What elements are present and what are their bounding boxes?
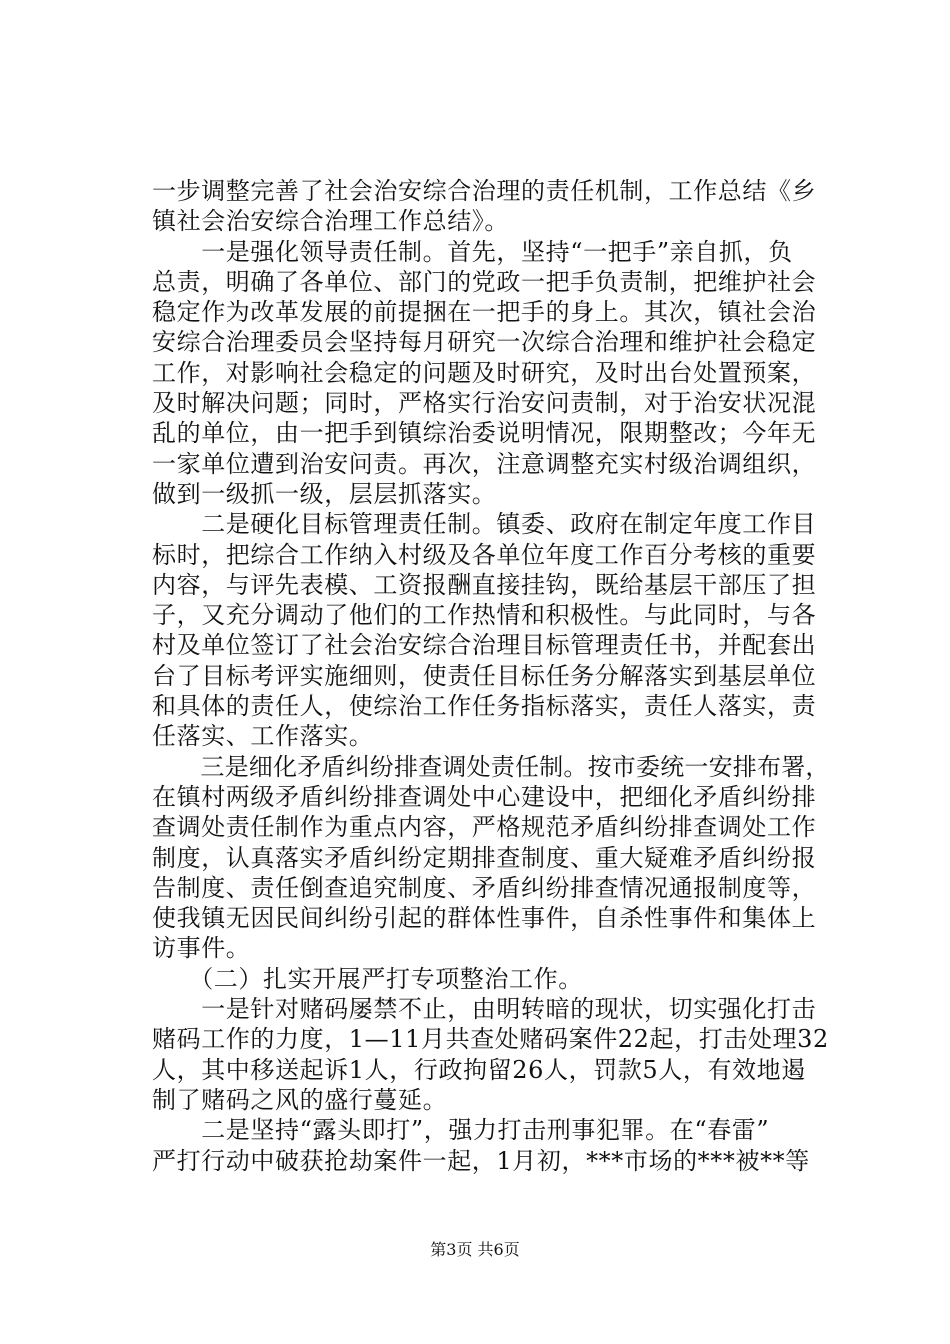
text-line: 使我镇无因民间纠纷引起的群体性事件，自杀性事件和集体上 <box>152 904 817 933</box>
text-line: 子，又充分调动了他们的工作热情和积极性。与此同时，与各 <box>152 601 817 630</box>
text-line: 镇社会治安综合治理工作总结》。 <box>152 207 509 236</box>
text-line: 在镇村两级矛盾纠纷排查调处中心建设中，把细化矛盾纠纷排 <box>152 782 817 811</box>
text-line: 安综合治理委员会坚持每月研究一次综合治理和维护社会稳定 <box>152 328 817 357</box>
text-line: 告制度、责任倒查追究制度、矛盾纠纷排查情况通报制度等， <box>152 873 817 902</box>
text-line: 台了目标考评实施细则，使责任目标任务分解落实到基层单位 <box>152 661 817 690</box>
text-line: 一家单位遭到治安问责。再次，注意调整充实村级治调组织， <box>152 449 817 478</box>
text-line: 稳定作为改革发展的前提捆在一把手的身上。其次，镇社会治 <box>152 298 817 327</box>
text-line: 访事件。 <box>152 934 251 963</box>
text-line: 一步调整完善了社会治安综合治理的责任机制，工作总结《乡 <box>152 177 817 205</box>
text-line: 做到一级抓一级，层层抓落实。 <box>152 479 497 508</box>
text-line: 工作，对影响社会稳定的问题及时研究，及时出台处置预案， <box>152 358 817 387</box>
text-line: 任落实、工作落实。 <box>152 722 374 751</box>
text-line: 标时，把综合工作纳入村级及各单位年度工作百分考核的重要 <box>152 540 817 569</box>
text-line: 制度，认真落实矛盾纠纷定期排查制度、重大疑难矛盾纠纷报 <box>152 843 817 872</box>
text-line: 一是强化领导责任制。首先，坚持“一把手”亲自抓，负 <box>152 237 793 266</box>
text-line: 乱的单位，由一把手到镇综治委说明情况，限期整改；今年无 <box>152 419 817 448</box>
text-line: 总责，明确了各单位、部门的党政一把手负责制，把维护社会 <box>152 267 817 296</box>
document-body <box>152 176 832 1176</box>
text-line: 村及单位签订了社会治安综合治理目标管理责任书，并配套出 <box>152 631 817 660</box>
text-line: 内容，与评先表模、工资报酬直接挂钩，既给基层干部压了担 <box>152 570 817 599</box>
page-footer <box>0 1240 950 1260</box>
text-line: 二是硬化目标管理责任制。镇委、政府在制定年度工作目 <box>152 510 817 539</box>
text-line: 严打行动中破获抢劫案件一起，1月初，***市场的***被**等 <box>152 1146 810 1175</box>
text-line: （二）扎实开展严打专项整治工作。 <box>152 964 583 993</box>
text-line: 人，其中移送起诉1人，行政拘留26人，罚款5人，有效地遏 <box>152 1055 806 1084</box>
text-line: 和具体的责任人，使综治工作任务指标落实，责任人落实，责 <box>152 692 817 721</box>
text-line: 查调处责任制作为重点内容，严格规范矛盾纠纷排查调处工作 <box>152 813 817 842</box>
text-line: 二是坚持“露头即打”，强力打击刑事犯罪。在“春雷” <box>152 1116 770 1145</box>
text-line: 三是细化矛盾纠纷排查调处责任制。按市委统一安排布署， <box>152 752 830 781</box>
text-line: 及时解决问题；同时，严格实行治安问责制，对于治安状况混 <box>152 389 817 418</box>
text-line: 制了赌码之风的盛行蔓延。 <box>152 1085 448 1114</box>
text-line: 一是针对赌码屡禁不止，由明转暗的现状，切实强化打击 <box>152 995 817 1024</box>
text-line: 赌码工作的力度，1—11月共查处赌码案件22起，打击处理32 <box>152 1025 829 1054</box>
page-number-label: 第3页 共6页 <box>430 1240 520 1259</box>
